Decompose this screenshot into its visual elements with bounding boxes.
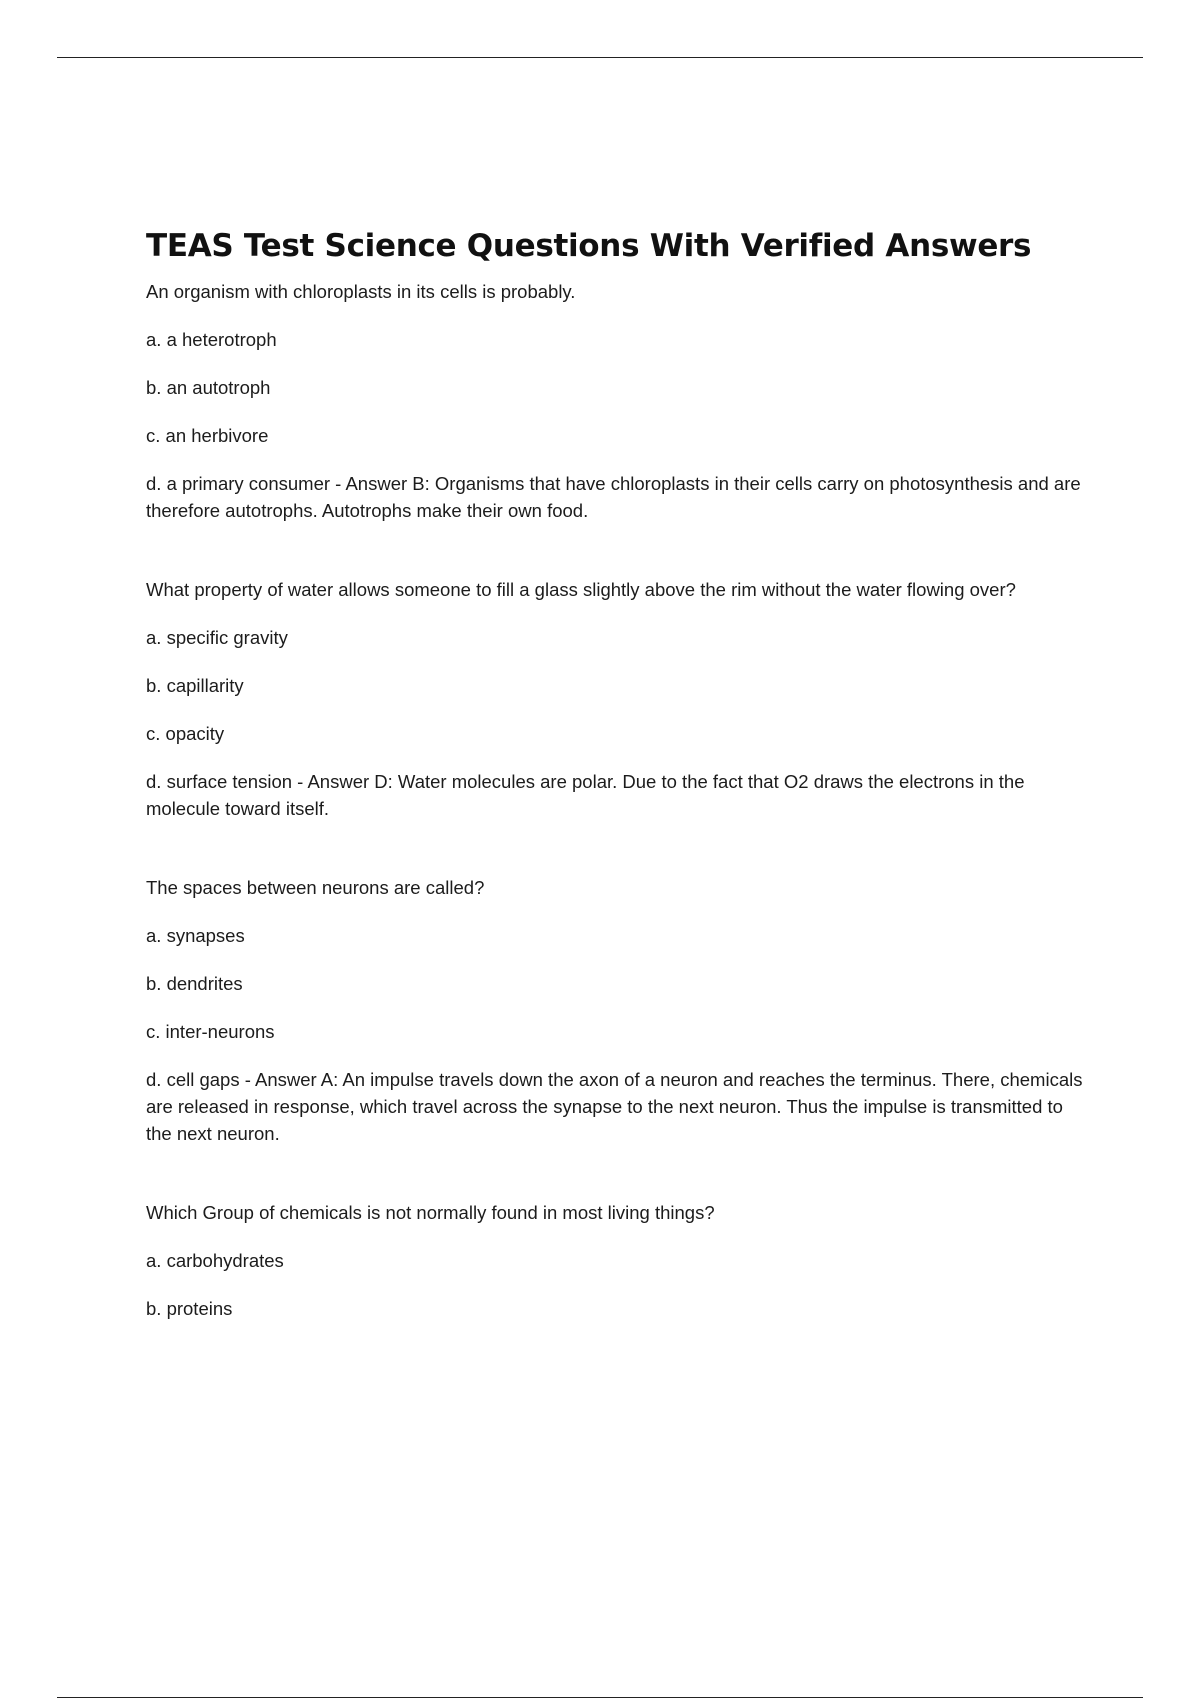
answer-option: b. an autotroph (146, 377, 271, 398)
question-text: Which Group of chemicals is not normally found in most living things? (146, 1202, 715, 1223)
top-rule (57, 57, 1143, 58)
answer-option: a. synapses (146, 925, 245, 946)
answer-option: b. capillarity (146, 675, 244, 696)
document-body (146, 226, 1091, 1374)
question-text: An organism with chloroplasts in its cells is probably. (146, 281, 576, 302)
answer-option-with-explanation: d. cell gaps - Answer A: An impulse travels down the axon of a neuron and reaches the terminus. There, chemicals are released in response, which travel across the synapse to the next neuron. Thus the impulse is transmitted to the next neuron. (146, 1069, 1083, 1144)
answer-option: c. inter-neurons (146, 1021, 275, 1042)
question-block-3 (146, 874, 1091, 1147)
document-title: TEAS Test Science Questions With Verified Answers (146, 228, 1032, 264)
question-block-4 (146, 1199, 1091, 1322)
answer-option: c. an herbivore (146, 425, 269, 446)
question-text: What property of water allows someone to fill a glass slightly above the rim without the water flowing over? (146, 579, 1016, 600)
answer-option: a. carbohydrates (146, 1250, 284, 1271)
answer-option: c. opacity (146, 723, 225, 744)
answer-option-with-explanation: d. a primary consumer - Answer B: Organisms that have chloroplasts in their cells carry on photosynthesis and are therefore autotrophs. Autotrophs make their own food. (146, 473, 1081, 521)
question-block-1 (146, 278, 1091, 524)
answer-option: b. dendrites (146, 973, 243, 994)
bottom-rule (57, 1697, 1143, 1698)
question-text: The spaces between neurons are called? (146, 877, 485, 898)
answer-option: a. specific gravity (146, 627, 288, 648)
answer-option: b. proteins (146, 1298, 233, 1319)
answer-option-with-explanation: d. surface tension - Answer D: Water molecules are polar. Due to the fact that O2 draws the electrons in the molecule toward itself. (146, 771, 1025, 819)
question-block-2 (146, 576, 1091, 822)
answer-option: a. a heterotroph (146, 329, 277, 350)
